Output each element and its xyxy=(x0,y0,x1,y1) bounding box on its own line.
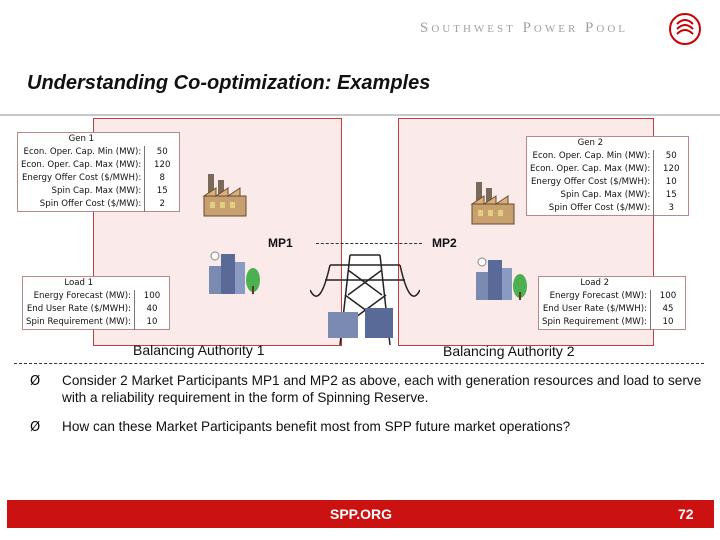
load1-table xyxy=(22,276,170,330)
gen2-value: 120 xyxy=(663,164,680,174)
bullet-text: How can these Market Participants benefit most from SPP future market operations? xyxy=(62,419,571,434)
balancing-authority-2-label: Balancing Authority 2 xyxy=(443,343,575,359)
gen1-table xyxy=(17,132,180,212)
gen2-value: 3 xyxy=(668,203,674,213)
load1-value: 40 xyxy=(146,304,158,314)
spp-logo-icon xyxy=(668,12,702,46)
page-number: 72 xyxy=(678,506,694,522)
load2-value: 45 xyxy=(662,304,674,314)
gen1-heading: Gen 1 xyxy=(68,134,95,144)
city-load-1-icon xyxy=(205,246,261,298)
load2-heading: Load 2 xyxy=(580,278,610,288)
mp1-label: MP1 xyxy=(268,236,293,250)
gen2-label: Spin Cap. Max (MW): xyxy=(527,189,654,202)
gen1-value: 8 xyxy=(159,173,165,183)
bullet-arrow-icon: Ø xyxy=(30,374,41,389)
power-plant-1-icon xyxy=(200,170,252,222)
gen2-label: Econ. Oper. Cap. Min (MW): xyxy=(527,150,654,163)
gen2-value: 10 xyxy=(665,177,677,187)
load2-value: 100 xyxy=(659,291,677,301)
gen1-label: Spin Cap. Max (MW): xyxy=(18,185,145,198)
gen2-value: 15 xyxy=(665,190,677,200)
gen2-label: Spin Offer Cost ($/MW): xyxy=(527,202,654,216)
gen1-label: Econ. Oper. Cap. Max (MW): xyxy=(18,159,145,172)
gen2-value: 50 xyxy=(665,151,677,161)
title-divider xyxy=(0,114,720,116)
load1-label: Spin Requirement (MW): xyxy=(23,316,135,330)
load1-value: 10 xyxy=(146,317,158,327)
power-plant-2-icon xyxy=(468,178,520,230)
gen1-value: 15 xyxy=(156,186,168,196)
load1-heading: Load 1 xyxy=(64,278,94,288)
load1-label: Energy Forecast (MW): xyxy=(23,290,135,303)
load2-table xyxy=(538,276,686,330)
load1-value: 100 xyxy=(143,291,161,301)
gen1-label: Econ. Oper. Cap. Min (MW): xyxy=(18,146,145,159)
gen1-value: 2 xyxy=(159,199,165,209)
mp-connection-line xyxy=(316,243,422,244)
gen2-table xyxy=(526,136,689,216)
load2-label: End User Rate ($/MWH): xyxy=(539,303,651,316)
footer-site-link[interactable]: SPP.ORG xyxy=(330,506,392,522)
balancing-authority-1-label: Balancing Authority 1 xyxy=(133,342,265,358)
bullet-arrow-icon: Ø xyxy=(30,420,41,435)
gen1-value: 50 xyxy=(156,147,168,157)
load1-label: End User Rate ($/MWH): xyxy=(23,303,135,316)
section-divider xyxy=(14,363,704,364)
load2-value: 10 xyxy=(662,317,674,327)
load2-label: Spin Requirement (MW): xyxy=(539,316,651,330)
gen2-label: Econ. Oper. Cap. Max (MW): xyxy=(527,163,654,176)
page-title: Understanding Co-optimization: Examples xyxy=(27,72,431,94)
gen2-heading: Gen 2 xyxy=(577,138,604,148)
load2-label: Energy Forecast (MW): xyxy=(539,290,651,303)
transmission-tower-icon xyxy=(310,250,420,350)
mp2-label: MP2 xyxy=(432,236,457,250)
gen2-label: Energy Offer Cost ($/MWH): xyxy=(527,176,654,189)
gen1-label: Energy Offer Cost ($/MWH): xyxy=(18,172,145,185)
gen1-value: 120 xyxy=(154,160,171,170)
brand-header: Southwest Power Pool xyxy=(420,20,629,36)
gen1-label: Spin Offer Cost ($/MW): xyxy=(18,198,145,212)
city-load-2-icon xyxy=(472,252,528,304)
bullet-text: Consider 2 Market Participants MP1 and MP2 as above, each with generation resources and load to serve with a reliability requirement in the form of Spinning Reserve. xyxy=(62,373,702,405)
